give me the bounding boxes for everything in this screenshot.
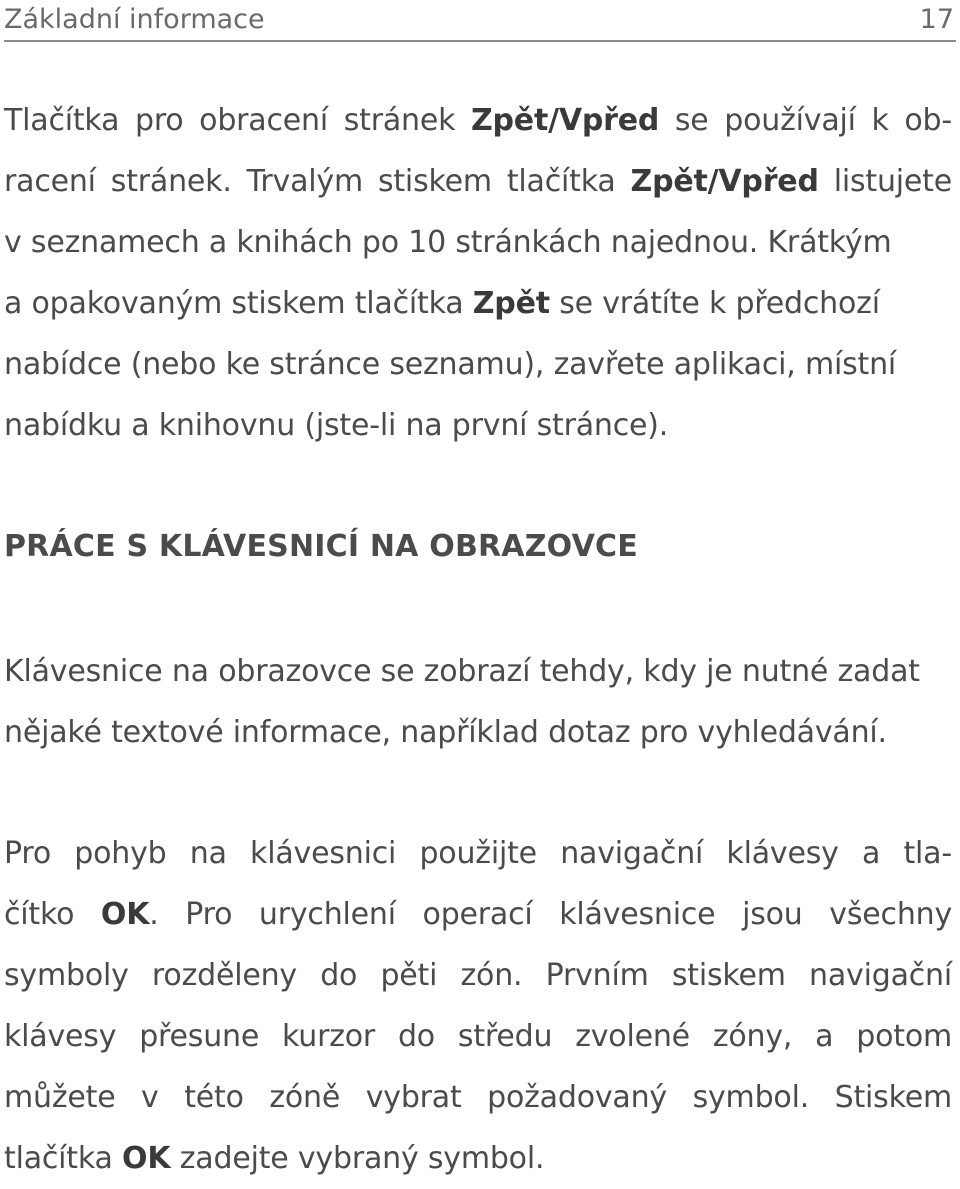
text-line: klávesy přesune kurzor do středu zvolené zóny, a potom <box>4 1019 952 1054</box>
text-line: Pro pohyb na klávesnici použijte navigační klávesy a tla- <box>4 836 952 871</box>
text-line: symboly rozděleny do pěti zón. Prvním stiskem navigační <box>4 958 952 993</box>
text-line: tlačítka OK zadejte vybraný symbol. <box>4 1141 545 1176</box>
text-line: čítko OK. Pro urychlení operací klávesnice jsou všechny <box>4 897 953 932</box>
text-line: nabídku a knihovnu (jste-li na první stránce). <box>4 408 669 443</box>
key-ok: OK <box>100 897 150 932</box>
page-number: 17 <box>919 4 954 35</box>
page-header <box>4 0 956 42</box>
section-heading: PRÁCE S KLÁVESNICÍ NA OBRAZOVCE <box>4 529 638 564</box>
text-line: nějaké textové informace, například dotaz pro vyhledávání. <box>4 715 887 750</box>
text-line: racení stránek. Trvalým stiskem tlačítka Zpět/Vpřed listujete <box>4 164 952 199</box>
text-line: nabídce (nebo ke stránce seznamu), zavřete aplikaci, místní <box>4 347 897 382</box>
paragraph-page-buttons <box>4 90 952 456</box>
text-line: v seznamech a knihách po 10 stránkách najednou. Krátkým <box>4 225 892 260</box>
chapter-title: Základní informace <box>4 4 265 35</box>
paragraph-keyboard-navigation <box>4 823 952 1189</box>
text-line: můžete v této zóně vybrat požadovaný symbol. Stiskem <box>4 1080 952 1115</box>
text-line: Klávesnice na obrazovce se zobrazí tehdy, kdy je nutné zadat <box>4 654 920 689</box>
key-back-forward: Zpět/Vpřed <box>630 164 819 199</box>
text-line: Tlačítka pro obracení stránek Zpět/Vpřed se používají k ob- <box>4 103 952 138</box>
text-line: a opakovaným stiskem tlačítka Zpět se vrátíte k předchozí <box>4 286 880 321</box>
key-ok: OK <box>122 1141 171 1176</box>
key-back: Zpět <box>472 286 550 321</box>
key-back-forward: Zpět/Vpřed <box>470 103 660 138</box>
paragraph-keyboard-intro <box>4 641 920 763</box>
